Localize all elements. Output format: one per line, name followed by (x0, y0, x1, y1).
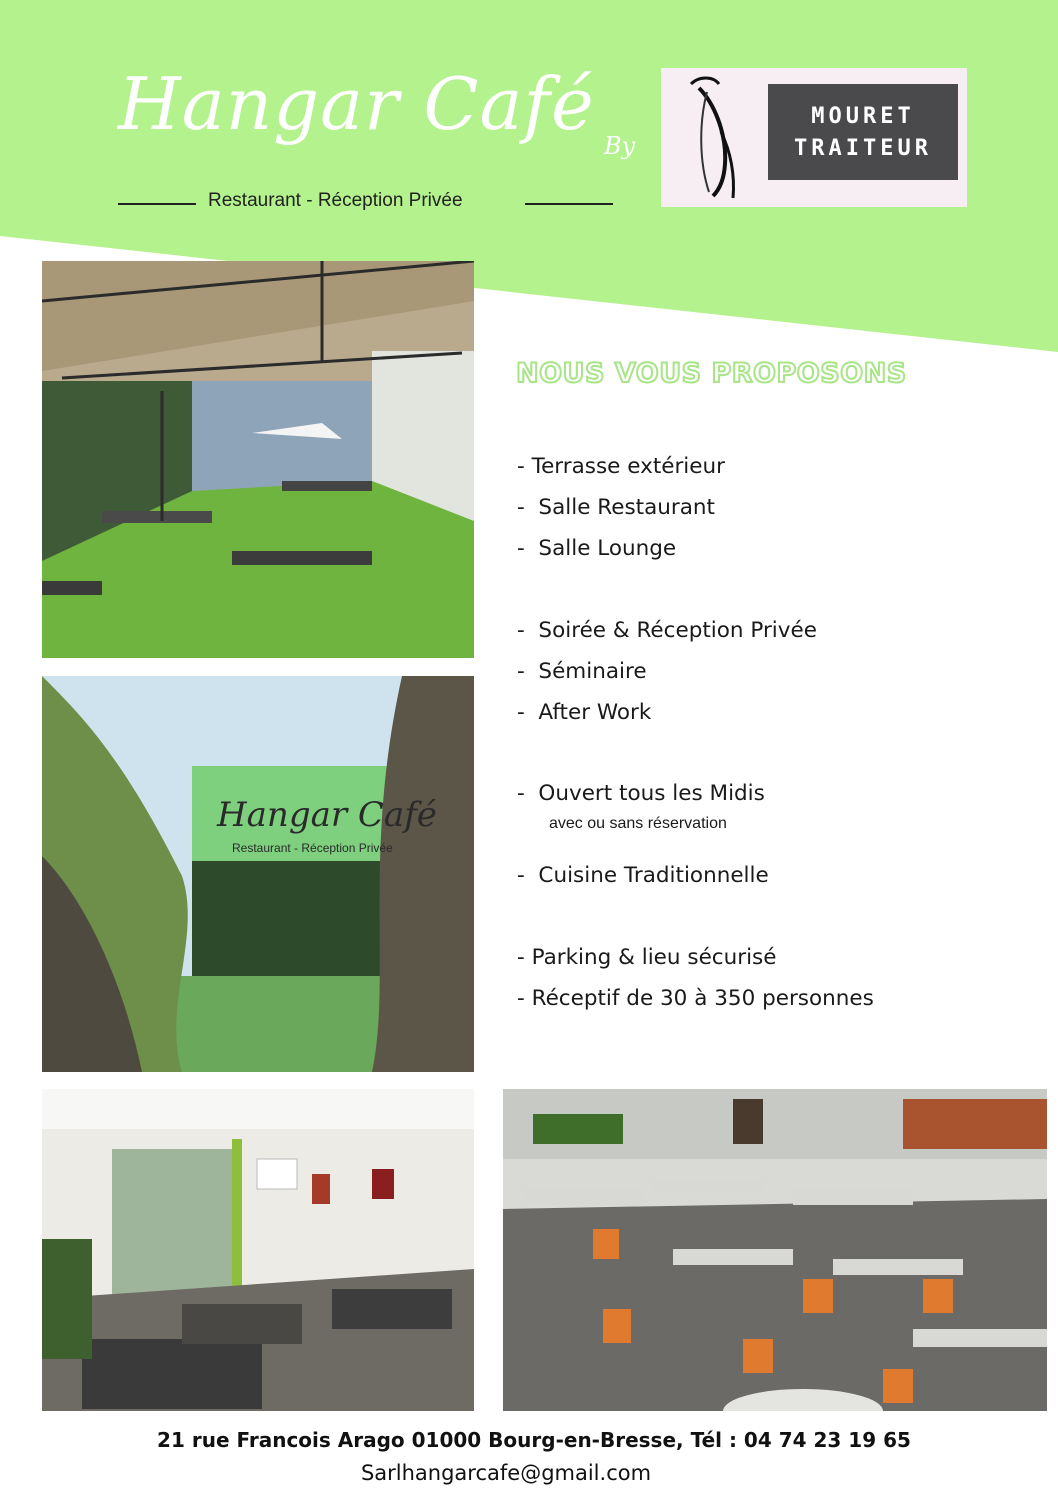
dining-room-photo (503, 1089, 1047, 1411)
brand-subtitle: Restaurant - Réception Privée (208, 190, 463, 211)
offer-item-after-work: - After Work (517, 700, 652, 725)
offer-item-salle-lounge: - Salle Lounge (517, 536, 677, 561)
terrace-photo (42, 261, 474, 658)
offer-item-soiree-reception: - Soirée & Réception Privée (517, 618, 817, 643)
facade-sign-subtext: Restaurant - Réception Privée (232, 841, 393, 855)
mouret-traiteur-logo (661, 68, 967, 207)
facade-photo (42, 676, 474, 1072)
footer-email: Sarlhangarcafe@gmail.com (360, 1461, 652, 1485)
offer-item-parking: - Parking & lieu sécurisé (517, 945, 777, 970)
offer-item-terrasse: - Terrasse extérieur (517, 454, 725, 479)
offer-item-salle-restaurant: - Salle Restaurant (517, 495, 715, 520)
brand-title: Hangar Café (118, 62, 595, 146)
subtitle-rule-right (525, 203, 613, 205)
offer-item-seminaire: - Séminaire (517, 659, 647, 684)
logo-line-2: TRAITEUR (794, 136, 932, 161)
offer-item-receptif: - Réceptif de 30 à 350 personnes (517, 986, 874, 1011)
brand-by: By (604, 132, 636, 160)
lounge-room-photo (42, 1089, 474, 1411)
offer-item-ouvert-midis: - Ouvert tous les Midis (517, 781, 765, 806)
logo-line-1: MOURET (811, 104, 915, 129)
subtitle-rule-left (118, 203, 196, 205)
offer-note-reservation: avec ou sans réservation (549, 815, 727, 832)
offers-heading: NOUS VOUS PROPOSONS (516, 358, 907, 389)
footer-address: 21 rue Francois Arago 01000 Bourg-en-Bresse, Tél : 04 74 23 19 65 (157, 1428, 911, 1452)
chef-figure-icon (669, 72, 759, 202)
facade-sign-text: Hangar Café (217, 795, 437, 835)
logo-plate (768, 84, 958, 180)
offer-item-cuisine: - Cuisine Traditionnelle (517, 863, 769, 888)
